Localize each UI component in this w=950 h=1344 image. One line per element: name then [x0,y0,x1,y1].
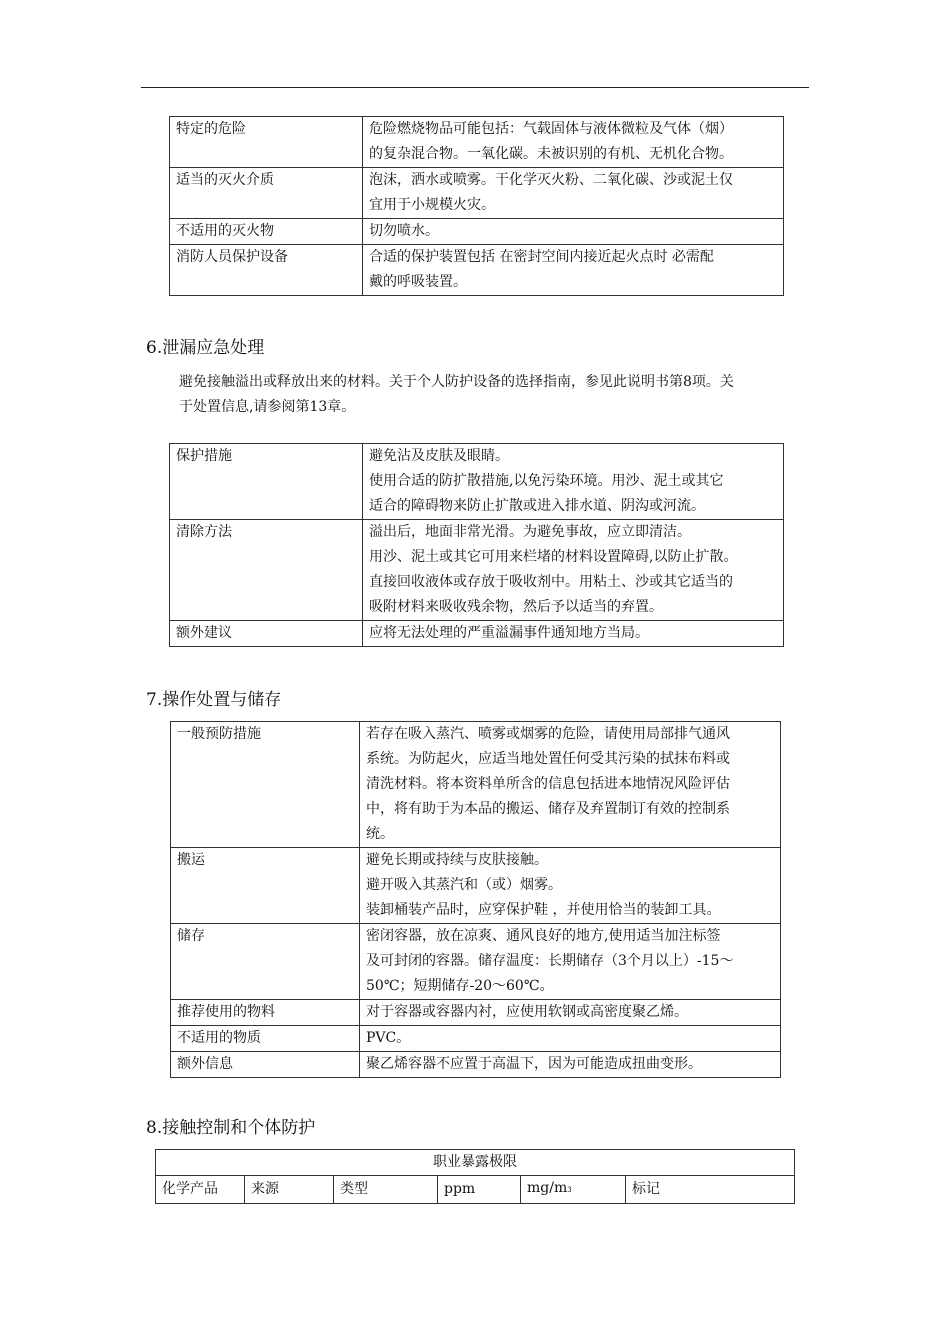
row-content-line: PVC。 [366,1030,411,1046]
header-rule [141,87,809,88]
section7-heading: 7.操作处置与储存 [146,690,282,710]
row-label: 保护措施 [176,448,232,464]
row-content-cell [360,1026,781,1052]
table-row [170,219,784,245]
row-content-cell [363,168,784,219]
row-label-cell [170,520,363,621]
exposure-limits-table [155,1149,795,1204]
table-row [170,444,784,520]
row-label-cell [170,245,363,296]
row-content-line: 使用合适的防扩散措施,以免污染环境。用沙、泥土或其它 [369,473,724,489]
row-label: 推荐使用的物料 [177,1004,275,1020]
row-label-cell [170,168,363,219]
table-row [171,1052,781,1078]
section6-paragraph [179,370,734,420]
table-row [170,117,784,168]
row-label: 不适用的灭火物 [176,223,274,239]
row-content-line: 应将无法处理的严重溢漏事件通知地方当局。 [369,625,649,641]
row-content-cell [360,848,781,924]
row-content-line: 溢出后，地面非常光滑。为避免事故，应立即清洁。 [369,524,691,540]
row-content-line: 宜用于小规模火灾。 [369,197,495,213]
row-label: 额外建议 [176,625,232,641]
row-content-cell [360,1000,781,1026]
row-content-line: 避免沾及皮肤及眼睛。 [369,448,509,464]
row-content-line: 对于容器或容器内衬，应使用软钢或高密度聚乙烯。 [366,1004,688,1020]
section6-paragraph-line: 于处置信息,请参阅第13章。 [179,399,356,415]
section8-heading: 8.接触控制和个体防护 [146,1118,316,1138]
row-content-line: 的复杂混合物。一氧化碳。未被识别的有机、无机化合物。 [369,146,733,162]
row-label: 储存 [177,928,205,944]
row-content-cell [363,245,784,296]
fire-fighting-table [169,116,784,296]
section6-paragraph-line: 避免接触溢出或释放出来的材料。关于个人防护设备的选择指南，参见此说明书第8项。关 [179,374,734,390]
row-label: 额外信息 [177,1056,233,1072]
row-content-line: 清洗材料。将本资料单所含的信息包括进本地情况风险评估 [366,776,730,792]
row-content-cell [363,117,784,168]
row-content-line: 50℃；短期储存-20～60℃。 [366,978,554,994]
row-content-line: 若存在吸入蒸汽、喷雾或烟雾的危险，请使用局部排气通风 [366,726,730,742]
column-header: 化学产品 [156,1176,245,1204]
row-content-line: 装卸桶装产品时，应穿保护鞋 ，并使用恰当的装卸工具。 [366,902,721,918]
row-label: 搬运 [177,852,205,868]
row-content-line: 用沙、泥土或其它可用来栏堵的材料设置障碍,以防止扩散。 [369,549,738,565]
row-content-line: 吸附材料来吸收残余物，然后予以适当的弃置。 [369,599,663,615]
column-header: 标记 [626,1176,795,1204]
row-content-cell [363,621,784,647]
spill-response-table [169,443,784,647]
row-label-cell [171,1000,360,1026]
row-content-line: 密闭容器，放在凉爽、通风良好的地方,使用适当加注标签 [366,928,721,944]
row-label: 不适用的物质 [177,1030,261,1046]
exposure-table-header-row [156,1176,795,1204]
table-row [171,924,781,1000]
row-content-cell [360,722,781,848]
row-content-cell [363,219,784,245]
row-content-line: 避免长期或持续与皮肤接触。 [366,852,548,868]
row-content-line: 系统。为防起火，应适当地处置任何受其污染的拭抹布料或 [366,751,730,767]
row-content-line: 合适的保护装置包括 在密封空间内接近起火点时 必需配 [369,249,714,265]
unit-superscript: 3 [567,1186,572,1194]
table-row [171,848,781,924]
exposure-table-title: 职业暴露极限 [156,1150,795,1176]
table-row [170,245,784,296]
row-label: 一般预防措施 [177,726,261,742]
row-label-cell [171,1052,360,1078]
table-row [171,1000,781,1026]
row-label: 消防人员保护设备 [176,249,288,265]
row-content-line: 切勿喷水。 [369,223,439,239]
row-content-line: 避开吸入其蒸汽和（或）烟雾。 [366,877,562,893]
section6-heading: 6.泄漏应急处理 [146,338,265,358]
row-label: 特定的危险 [176,121,246,137]
row-content-line: 统。 [366,826,394,842]
row-content-line: 及可封闭的容器。储存温度：长期储存（3个月以上）-15～ [366,953,734,969]
row-content-line: 直接回收液体或存放于吸收剂中。用粘土、沙或其它适当的 [369,574,733,590]
table-row [170,520,784,621]
row-label: 适当的灭火介质 [176,172,274,188]
row-label-cell [171,848,360,924]
row-label-cell [171,924,360,1000]
column-header: ppm [438,1176,521,1204]
table-row [170,168,784,219]
table-row [170,621,784,647]
row-content-line: 泡沫，洒水或喷雾。干化学灭火粉、二氧化碳、沙或泥土仅 [369,172,733,188]
row-content-cell [360,1052,781,1078]
row-content-line: 中，将有助于为本品的搬运、储存及弃置制订有效的控制系 [366,801,730,817]
row-label-cell [171,722,360,848]
row-content-cell [363,520,784,621]
column-header: 来源 [245,1176,334,1204]
column-header: mg/m [527,1180,568,1196]
row-label-cell [170,621,363,647]
row-content-line: 戴的呼吸装置。 [369,274,467,290]
table-row [171,1026,781,1052]
row-content-line: 危险燃烧物品可能包括：气载固体与液体微粒及气体（烟） [369,121,733,137]
row-label-cell [170,219,363,245]
column-header-mgm3 [521,1176,626,1204]
row-content-cell [360,924,781,1000]
row-label-cell [170,444,363,520]
row-content-line: 适合的障碍物来防止扩散或进入排水道、阴沟或河流。 [369,498,705,514]
row-label-cell [171,1026,360,1052]
table-row [171,722,781,848]
row-content-cell [363,444,784,520]
handling-storage-table [170,721,781,1078]
row-label-cell [170,117,363,168]
row-label: 清除方法 [176,524,232,540]
row-content-line: 聚乙烯容器不应置于高温下，因为可能造成扭曲变形。 [366,1056,702,1072]
column-header: 类型 [334,1176,438,1204]
